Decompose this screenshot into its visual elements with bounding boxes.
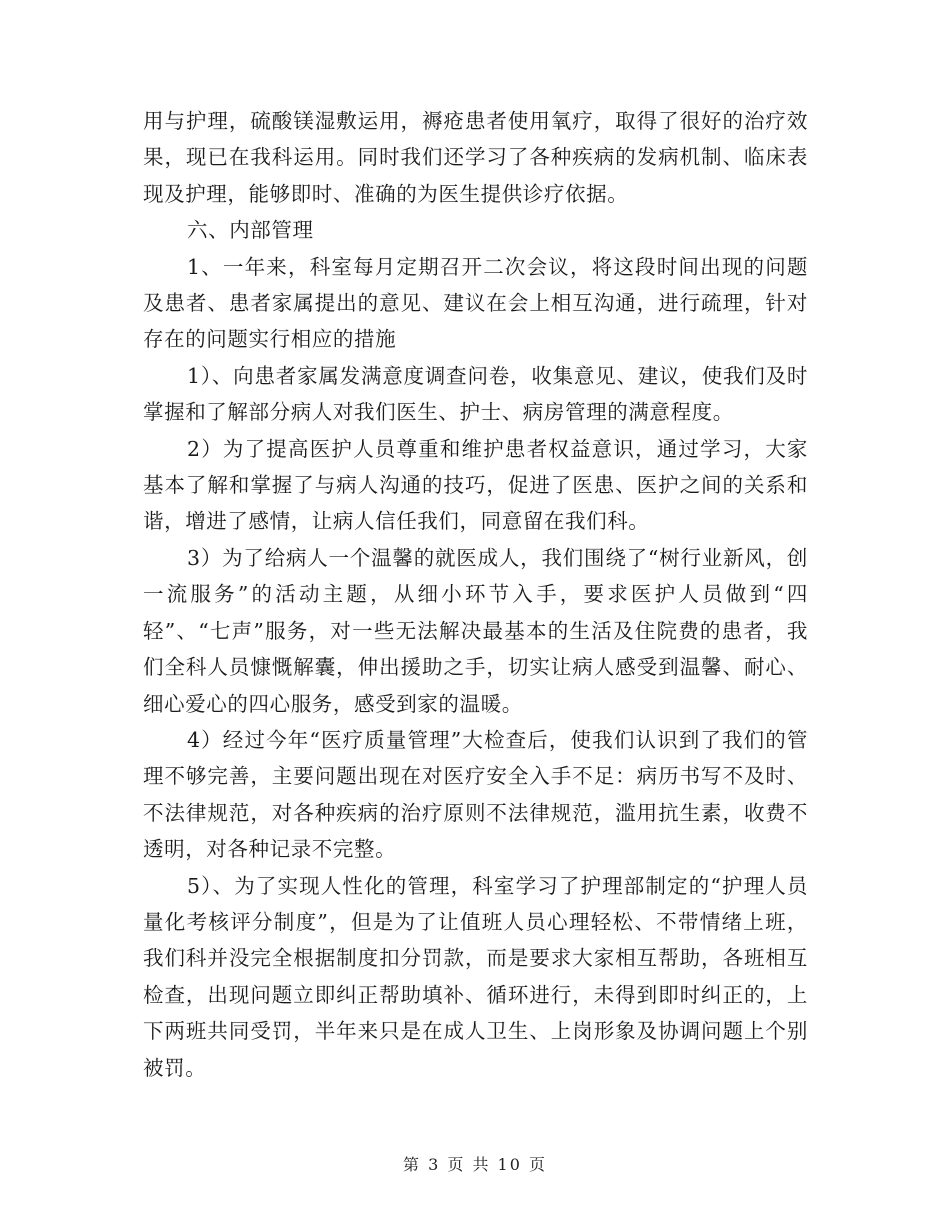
section-heading-internal-management: 六、内部管理 xyxy=(187,218,314,243)
document-body xyxy=(143,103,808,1086)
paragraph-subitem-5: 5）、为了实现人性化的管理，科室学习了护理部制定的“护理人员量化考核评分制度”，但是为了让值班人员心理轻松、不带情绪上班，我们科并没完全根据制度扣分罚款，而是要求大家相互帮助，各班相互检查，出现问题立即纠正帮助填补、循环进行，未得到即时纠正的，上下两班共同受罚，半年来只是在成人卫生、上岗形象及协调问题上个别被罚。 xyxy=(143,873,808,1080)
paragraph-subitem-3: 3）为了给病人一个温馨的就医成人，我们围绕了“树行业新风，创一流服务”的活动主题，从细小环节入手，要求医护人员做到“四轻”、“七声”服务，对一些无法解决最基本的生活及住院费的患者，我们全科人员慷慨解囊，伸出援助之手，切实让病人感受到温馨、耐心、细心爱心的四心服务，感受到家的温暖。 xyxy=(143,545,808,716)
paragraph-subitem-2: 2）为了提高医护人员尊重和维护患者权益意识，通过学习，大家基本了解和掌握了与病人沟通的技巧，促进了医患、医护之间的关系和谐，增进了感情，让病人信任我们，同意留在我们科。 xyxy=(143,436,808,534)
page-footer: 第 3 页 共 10 页 xyxy=(403,1155,547,1174)
paragraph-subitem-4: 4）经过今年“医疗质量管理”大检查后，使我们认识到了我们的管理不够完善，主要问题出现在对医疗安全入手不足：病历书写不及时、不法律规范，对各种疾病的治疗原则不法律规范，滥用抗生素，收费不透明，对各种记录不完整。 xyxy=(143,727,808,862)
paragraph-item-1: 1、一年来，科室每月定期召开二次会议，将这段时间出现的问题及患者、患者家属提出的意见、建议在会上相互沟通，进行疏理，针对存在的问题实行相应的措施 xyxy=(143,254,808,352)
paragraph-continuation: 用与护理，硫酸镁湿敷运用，褥疮患者使用氧疗，取得了很好的治疗效果，现已在我科运用。同时我们还学习了各种疾病的发病机制、临床表现及护理，能够即时、准确的为医生提供诊疗依据。 xyxy=(143,109,808,206)
paragraph-subitem-1: 1）、向患者家属发满意度调查问卷，收集意见、建议，使我们及时掌握和了解部分病人对我们医生、护士、病房管理的满意程度。 xyxy=(143,363,808,425)
